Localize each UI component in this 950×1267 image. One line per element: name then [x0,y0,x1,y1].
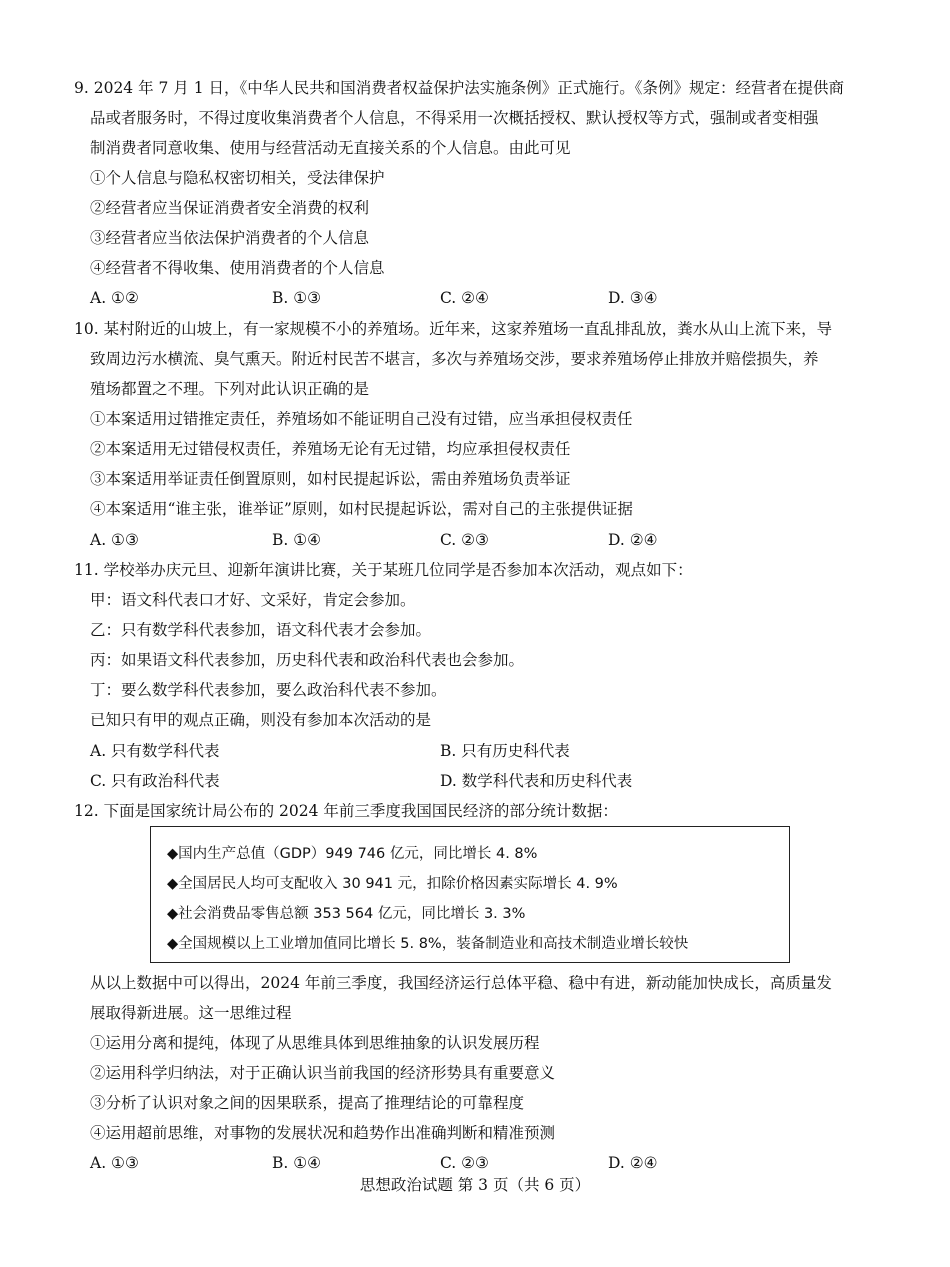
statistics-item-retail: ◆社会消费品零售总额 353 564 亿元，同比增长 3. 3% [167,906,526,922]
question-10-statement-3: ③本案适用举证责任倒置原则，如村民提起诉讼，需由养殖场负责举证 [90,470,571,488]
question-12-conclusion-line-2: 展取得新进展。这一思维过程 [90,1004,292,1022]
question-9-stem-line-3: 制消费者同意收集、使用与经营活动无直接关系的个人信息。由此可见 [90,139,571,157]
question-10-statement-2: ②本案适用无过错侵权责任，养殖场无论有无过错，均应承担侵权责任 [90,440,571,458]
statistics-box [150,826,790,963]
question-11-view-bing: 丙：如果语文科代表参加，历史科代表和政治科代表也会参加。 [90,651,525,669]
question-9-statement-4: ④经营者不得收集、使用消费者的个人信息 [90,259,385,277]
question-10-statement-4: ④本案适用“谁主张，谁举证”原则，如村民提起诉讼，需对自己的主张提供证据 [90,500,633,518]
question-12-option-a: A. ①③ [90,1154,139,1172]
question-12-stem-line-1: 12. 下面是国家统计局公布的 2024 年前三季度我国国民经济的部分统计数据： [74,802,618,820]
question-9-stem-line-1: 9. 2024 年 7 月 1 日，《中华人民共和国消费者权益保护法实施条例》正式施行。《条例》规定：经营者在提供商 [74,79,845,97]
question-11-option-a: A. 只有数学科代表 [90,742,220,760]
question-12-statement-3: ③分析了认识对象之间的因果联系，提高了推理结论的可靠程度 [90,1094,525,1112]
page-footer: 思想政治试题 第 3 页（共 6 页） [359,1176,591,1194]
question-11-option-b: B. 只有历史科代表 [440,742,570,760]
statistics-item-industry: ◆全国规模以上工业增加值同比增长 5. 8%，装备制造业和高技术制造业增长较快 [167,936,689,952]
question-12-option-b: B. ①④ [272,1154,322,1172]
question-10-stem-line-3: 殖场都置之不理。下列对此认识正确的是 [90,380,370,398]
statistics-item-income: ◆全国居民人均可支配收入 30 941 元，扣除价格因素实际增长 4. 9% [167,876,618,892]
question-9-option-b: B. ①③ [272,289,322,307]
question-12-statement-2: ②运用科学归纳法，对于正确认识当前我国的经济形势具有重要意义 [90,1064,556,1082]
question-9-option-c: C. ②④ [440,289,489,307]
question-10-stem-line-2: 致周边污水横流、臭气熏天。附近村民苦不堪言，多次与养殖场交涉，要求养殖场停止排放并赔偿损失，养 [90,350,819,368]
question-10-stem-line-1: 10. 某村附近的山坡上，有一家规模不小的养殖场。近年来，这家养殖场一直乱排乱放，粪水从山上流下来，导 [74,320,833,338]
question-12-option-c: C. ②③ [440,1154,489,1172]
question-10-option-a: A. ①③ [90,531,139,549]
question-11-view-yi: 乙：只有数学科代表参加，语文科代表才会参加。 [90,621,432,639]
question-11-stem-line-1: 11. 学校举办庆元旦、迎新年演讲比赛，关于某班几位同学是否参加本次活动，观点如下： [74,561,693,579]
question-11-prompt: 已知只有甲的观点正确，则没有参加本次活动的是 [90,711,432,729]
question-9-option-a: A. ①② [90,289,139,307]
question-12-statement-1: ①运用分离和提纯，体现了从思维具体到思维抽象的认识发展历程 [90,1034,540,1052]
statistics-item-gdp: ◆国内生产总值（GDP）949 746 亿元，同比增长 4. 8% [167,846,538,862]
question-10-option-b: B. ①④ [272,531,322,549]
question-9-statement-2: ②经营者应当保证消费者安全消费的权利 [90,199,370,217]
question-12-statement-4: ④运用超前思维，对事物的发展状况和趋势作出准确判断和精准预测 [90,1124,556,1142]
question-9-statement-3: ③经营者应当依法保护消费者的个人信息 [90,229,370,247]
question-10-option-d: D. ②④ [608,531,658,549]
question-9-stem-line-2: 品或者服务时，不得过度收集消费者个人信息，不得采用一次概括授权、默认授权等方式，强制或者变相强 [90,109,819,127]
question-9-option-d: D. ③④ [608,289,658,307]
question-11-option-c: C. 只有政治科代表 [90,772,220,790]
question-10-option-c: C. ②③ [440,531,489,549]
question-12-conclusion-line-1: 从以上数据中可以得出，2024 年前三季度，我国经济运行总体平稳、稳中有进，新动能加快成长，高质量发 [90,974,832,992]
question-11-view-ding: 丁：要么数学科代表参加，要么政治科代表不参加。 [90,681,447,699]
question-11-view-jia: 甲：语文科代表口才好、文采好，肯定会参加。 [90,591,416,609]
question-9-statement-1: ①个人信息与隐私权密切相关，受法律保护 [90,169,385,187]
question-10-statement-1: ①本案适用过错推定责任，养殖场如不能证明自己没有过错，应当承担侵权责任 [90,410,633,428]
question-11-option-d: D. 数学科代表和历史科代表 [440,772,633,790]
question-12-option-d: D. ②④ [608,1154,658,1172]
